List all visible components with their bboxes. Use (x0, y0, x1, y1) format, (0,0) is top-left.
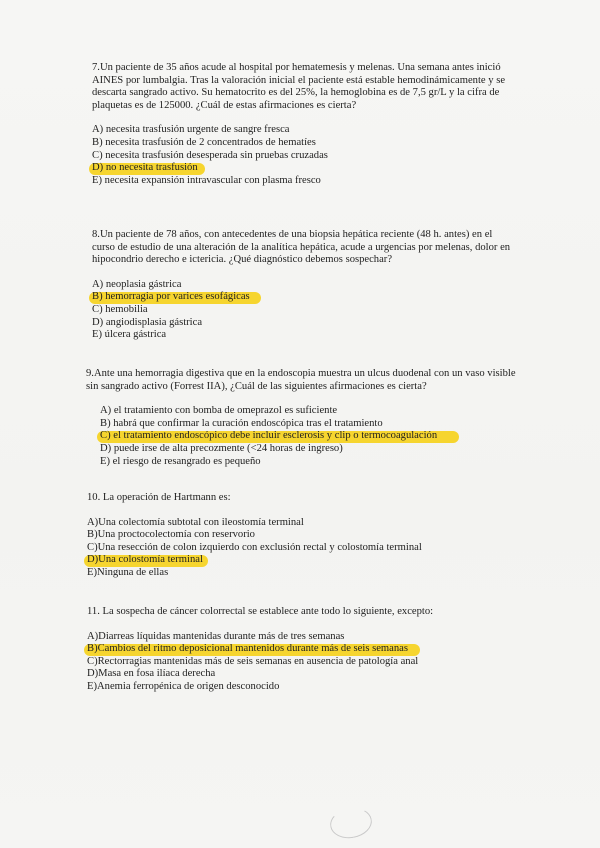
option-d-highlighted: D)Una colostomía terminal (87, 554, 517, 567)
option-d: D)Masa en fosa ilíaca derecha (87, 668, 216, 680)
option-e: E) el riesgo de resangrado es pequeño (100, 455, 261, 467)
option-e: E) necesita expansión intravascular con plasma fresco (92, 174, 321, 186)
question-9 (86, 368, 516, 468)
options-list (86, 405, 516, 468)
option-a: A) necesita trasfusión urgente de sangre fresca (92, 124, 290, 136)
options-list (92, 279, 516, 342)
option-e: E) úlcera gástrica (92, 329, 167, 341)
option-e: E)Ninguna de ellas (87, 566, 169, 578)
pencil-scribble (328, 805, 375, 842)
option-e: E)Anemia ferropénica de origen desconocido (87, 680, 280, 692)
option-d: D) puede irse de alta precozmente (<24 horas de ingreso) (100, 442, 343, 454)
option-b: B)Una proctocolectomía con reservorio (87, 529, 255, 541)
option-d-highlighted: D) no necesita trasfusión (92, 162, 510, 175)
options-list (87, 631, 517, 694)
option-c: C)Rectorragias mantenidas más de seis semanas en ausencia de patología anal (87, 655, 419, 667)
options-list (87, 517, 517, 580)
question-7 (92, 62, 510, 187)
option-b-highlighted: B)Cambios del ritmo deposicional mantenidos durante más de seis semanas (87, 643, 517, 656)
option-b: B) necesita trasfusión de 2 concentrados de hematíes (92, 136, 316, 148)
question-stem: 9.Ante una hemorragia digestiva que en la endoscopia muestra un ulcus duodenal con un vaso visible sin sangrado activo (Forrest IIA), ¿Cuál de las siguientes afirmaciones es cierta? (86, 368, 516, 392)
options-list (92, 124, 510, 187)
option-c-highlighted: C) el tratamiento endoscópico debe incluir esclerosis y clip o termocoagulación (100, 430, 516, 443)
question-10 (87, 492, 517, 580)
option-c: C) necesita trasfusión desesperada sin pruebas cruzadas (92, 149, 328, 161)
question-stem: 7.Un paciente de 35 años acude al hospital por hematemesis y melenas. Una semana antes inició AINES por lumbalgia. Tras la valoración inicial el paciente está estable hemodinámicamente y se descarta sangrado activo. Su hematocrito es del 25%, la hemoglobina es de 7,5 gr/L y la cifra de plaquetas es de 125000. ¿Cuál de estas afirmaciones es cierta? (92, 62, 506, 111)
question-stem: 10. La operación de Hartmann es: (87, 492, 231, 503)
option-b-highlighted: B) hemorragia por varices esofágicas (92, 291, 516, 304)
option-a: A) el tratamiento con bomba de omeprazol es suficiente (100, 405, 338, 417)
question-stem: 11. La sospecha de cáncer colorrectal se establece ante todo lo siguiente, excepto: (87, 606, 434, 617)
question-8 (92, 229, 516, 342)
question-stem: 8.Un paciente de 78 años, con antecedentes de una biopsia hepática reciente (48 h. antes) en el curso de estudio de una alteración de la analítica hepática, acude a urgencias por melenas, dolor en hipocondrio derecho e ictericia. ¿Qué diagnóstico debemos sospechar? (92, 229, 511, 266)
option-c: C)Una resección de colon izquierdo con exclusión rectal y colostomía terminal (87, 541, 422, 553)
option-c: C) hemobilia (92, 303, 148, 315)
option-a: A)Diarreas líquidas mantenidas durante más de tres semanas (87, 630, 345, 642)
option-a: A) neoplasia gástrica (92, 278, 182, 290)
option-b: B) habrá que confirmar la curación endoscópica tras el tratamiento (100, 417, 383, 429)
option-a: A)Una colectomía subtotal con ileostomía terminal (87, 516, 304, 528)
question-11 (87, 606, 517, 694)
option-d: D) angiodisplasia gástrica (92, 316, 203, 328)
